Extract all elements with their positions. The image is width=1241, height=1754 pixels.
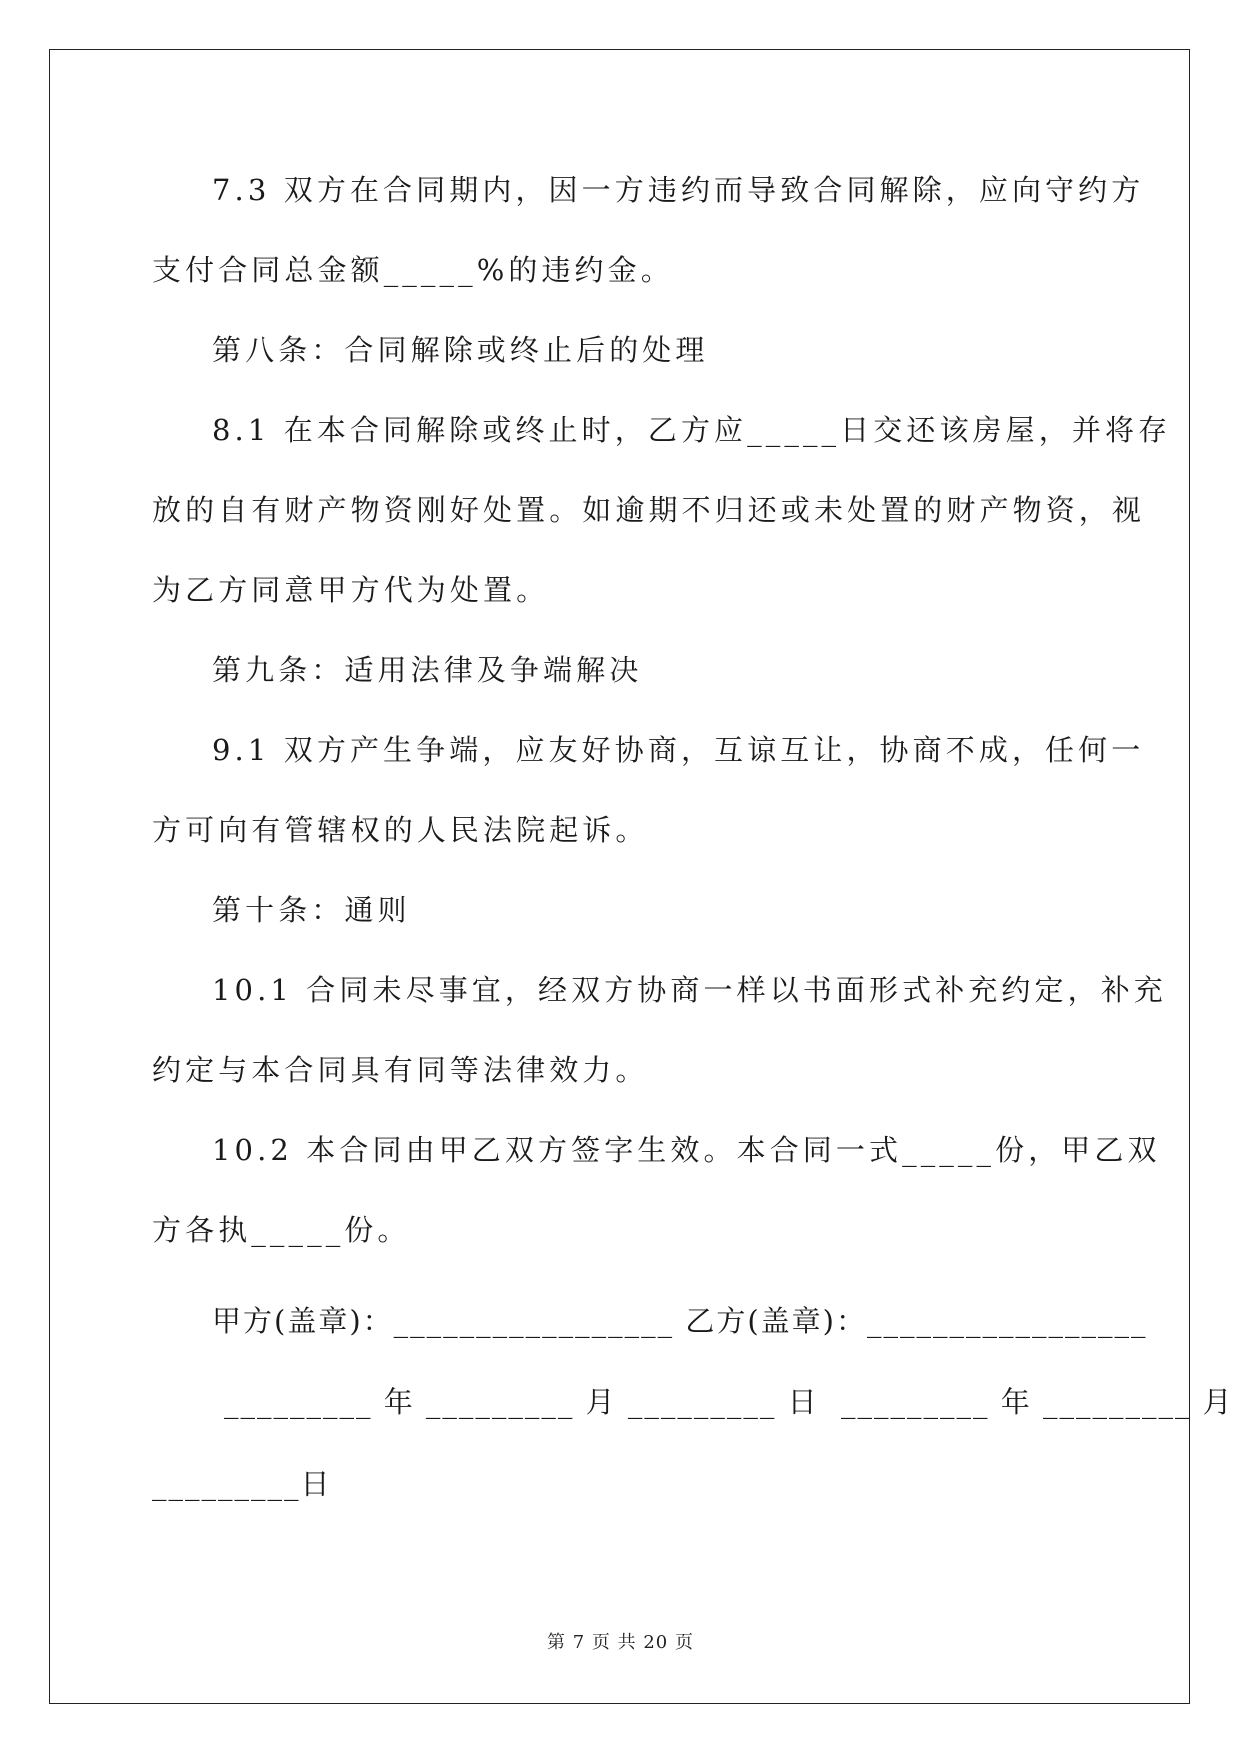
page-indicator: 第 7 页 共 20 页 — [547, 1632, 694, 1653]
article-9-heading: 第九条：适用法律及争端解决 — [212, 653, 643, 687]
clause-8-1-line-1: 8.1 在本合同解除或终止时，乙方应_____日交还该房屋，并将存 — [212, 413, 1172, 447]
clause-7-3-line-1: 7.3 双方在合同期内，因一方违约而导致合同解除，应向守约方 — [212, 173, 1145, 207]
clause-9-1-line-2: 方可向有管辖权的人民法院起诉。 — [152, 813, 649, 847]
clause-10-1-line-2: 约定与本合同具有同等法律效力。 — [152, 1053, 649, 1087]
clause-10-2-line-1: 10.2 本合同由甲乙双方签字生效。本合同一式_____份，甲乙双 — [212, 1133, 1161, 1167]
clause-9-1-line-1: 9.1 双方产生争端，应友好协商，互谅互让，协商不成，任何一 — [212, 733, 1145, 767]
signature-line: 甲方(盖章)：_________________ 乙方(盖章)：_________________ — [212, 1304, 1148, 1338]
clause-10-2-line-2: 方各执_____份。 — [152, 1213, 411, 1247]
date-line-2: _________日 — [152, 1467, 332, 1501]
article-10-heading: 第十条：通则 — [212, 893, 411, 927]
clause-8-1-line-3: 为乙方同意甲方代为处置。 — [152, 573, 550, 607]
clause-10-1-line-1: 10.1 合同未尽事宜，经双方协商一样以书面形式补充约定，补充 — [212, 973, 1167, 1007]
clause-7-3-line-2: 支付合同总金额_____%的违约金。 — [152, 253, 674, 287]
date-line-1: _________ 年 _________ 月 _________ 日 _________ 年 _________ 月 — [224, 1385, 1234, 1419]
article-8-heading: 第八条：合同解除或终止后的处理 — [212, 333, 709, 367]
page-border — [49, 49, 1190, 1704]
clause-8-1-line-2: 放的自有财产物资刚好处置。如逾期不归还或未处置的财产物资，视 — [152, 493, 1146, 527]
